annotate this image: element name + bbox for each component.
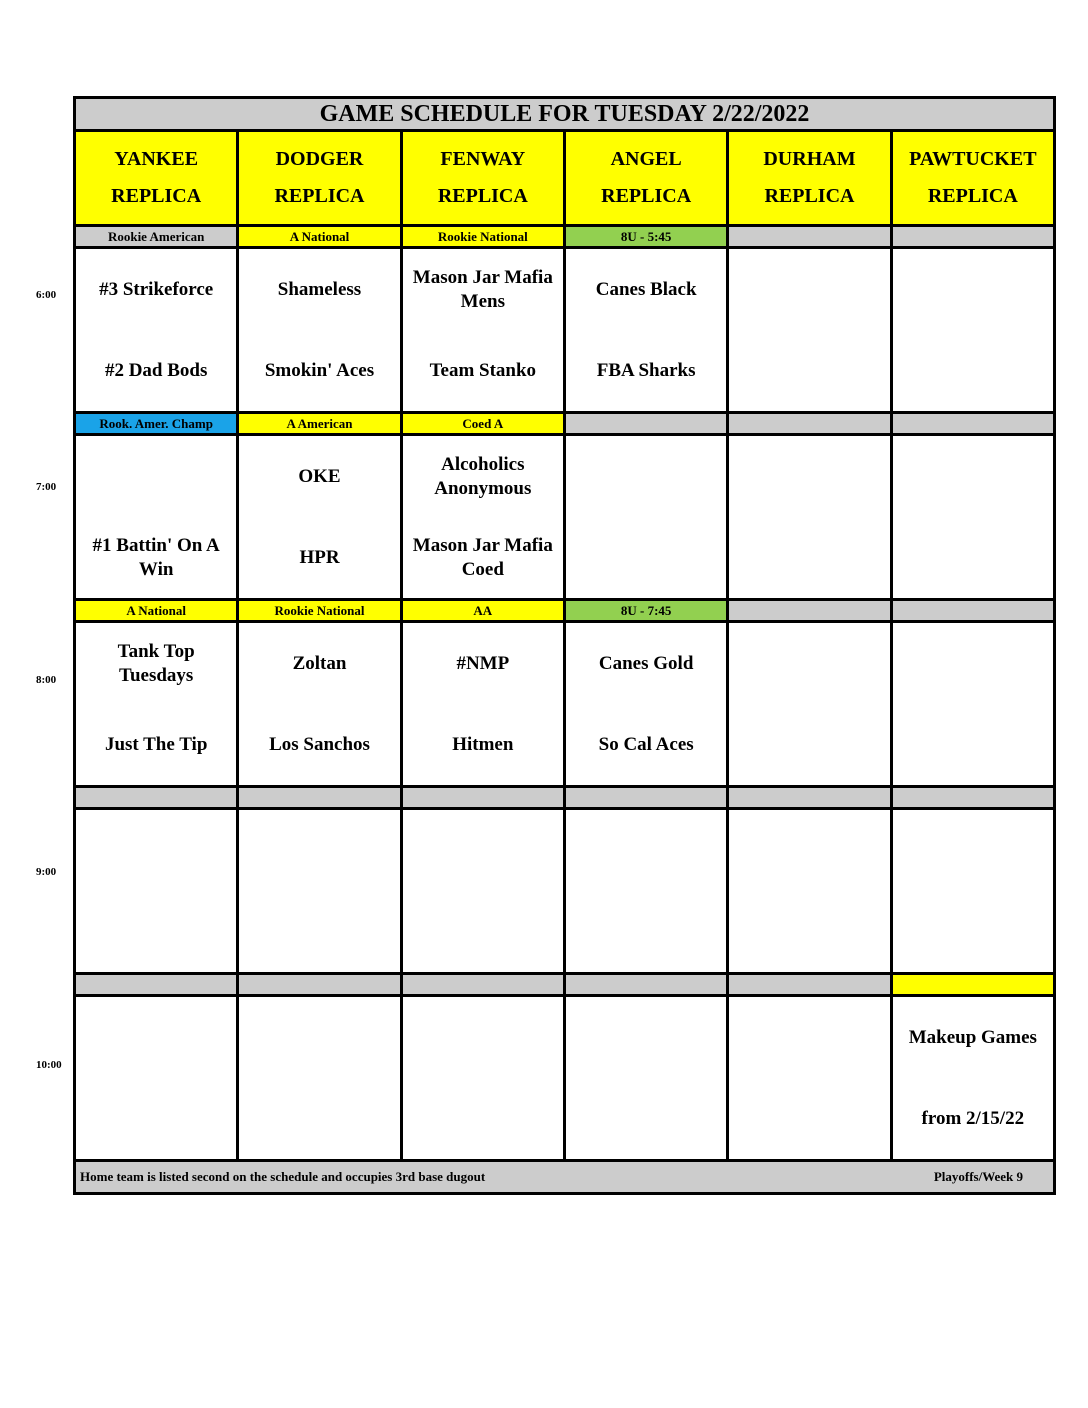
- home-team: FBA Sharks: [596, 359, 696, 381]
- division-label: Rookie National: [401, 226, 564, 248]
- division-label: [564, 974, 727, 996]
- division-label: Rookie National: [238, 600, 401, 622]
- field-sub: REPLICA: [927, 185, 1018, 207]
- game-row: [75, 809, 1055, 974]
- game-cell: [238, 435, 401, 600]
- division-label: 8U - 7:45: [564, 600, 727, 622]
- division-row: [75, 974, 1055, 996]
- division-label: [564, 787, 727, 809]
- game-cell: [891, 622, 1054, 787]
- field-header-row: [75, 131, 1055, 226]
- away-team: [76, 810, 236, 891]
- away-team: #NMP: [456, 652, 510, 674]
- division-label: A National: [238, 226, 401, 248]
- field-name: FENWAY: [440, 148, 526, 170]
- away-team: Tank Top Tuesdays: [117, 640, 195, 686]
- game-cell: [401, 996, 564, 1161]
- division-label: [728, 413, 891, 435]
- game-cell: [401, 248, 564, 413]
- away-team: [729, 249, 889, 330]
- away-team: Zoltan: [292, 652, 347, 674]
- home-team: [239, 891, 399, 972]
- home-team: HPR: [299, 546, 340, 568]
- home-team: [566, 891, 726, 972]
- away-team: [893, 249, 1053, 330]
- away-team: [566, 436, 726, 517]
- away-team: Canes Black: [595, 278, 697, 300]
- division-label: Rookie American: [75, 226, 238, 248]
- home-team: from 2/15/22: [921, 1107, 1025, 1129]
- game-row: [75, 248, 1055, 413]
- game-cell: [891, 248, 1054, 413]
- division-label: A American: [238, 413, 401, 435]
- division-label: [238, 787, 401, 809]
- time-label: 9:00: [36, 866, 57, 878]
- home-team: Team Stanko: [429, 359, 537, 381]
- home-team: [403, 891, 563, 972]
- game-cell: [728, 622, 891, 787]
- game-cell: [75, 248, 238, 413]
- division-label: [75, 974, 238, 996]
- away-team: [729, 436, 889, 517]
- home-team: [76, 891, 236, 972]
- home-team: Just The Tip: [104, 733, 208, 755]
- division-label: [401, 974, 564, 996]
- home-team: [76, 1078, 236, 1159]
- game-cell: [238, 996, 401, 1161]
- home-team: [729, 704, 889, 785]
- time-label: 8:00: [36, 674, 57, 686]
- game-row: [75, 996, 1055, 1161]
- division-label: [891, 974, 1054, 996]
- game-cell: [728, 809, 891, 974]
- away-team: [566, 810, 726, 891]
- home-team: [729, 330, 889, 411]
- field-name: PAWTUCKET: [909, 148, 1037, 170]
- field-sub: REPLICA: [274, 185, 365, 207]
- game-row: [75, 435, 1055, 600]
- division-label: 8U - 5:45: [564, 226, 727, 248]
- away-team: [729, 997, 889, 1078]
- game-cell: [891, 435, 1054, 600]
- game-cell: [401, 809, 564, 974]
- home-team: [893, 704, 1053, 785]
- footer-cell: [75, 1161, 1055, 1194]
- away-team: [76, 436, 236, 517]
- away-team: Makeup Games: [908, 1026, 1037, 1048]
- time-label: 6:00: [36, 289, 57, 301]
- game-cell: [75, 809, 238, 974]
- division-label: [401, 787, 564, 809]
- home-team: So Cal Aces: [598, 733, 694, 755]
- away-team: [893, 436, 1053, 517]
- away-team: [566, 997, 726, 1078]
- home-team: [893, 330, 1053, 411]
- home-team: Smokin' Aces: [264, 359, 375, 381]
- home-team: Mason Jar Mafia Coed: [412, 534, 553, 580]
- division-label: [891, 226, 1054, 248]
- division-label: AA: [401, 600, 564, 622]
- field-header-pawtucket: [891, 131, 1054, 226]
- division-label: [728, 974, 891, 996]
- game-cell: [401, 435, 564, 600]
- schedule-table: [73, 96, 1056, 1195]
- field-name: DODGER: [275, 148, 364, 170]
- away-team: [729, 623, 889, 704]
- division-label: [728, 787, 891, 809]
- home-team: [566, 1078, 726, 1159]
- home-team: [239, 1078, 399, 1159]
- time-label: 10:00: [36, 1059, 62, 1071]
- home-team: Hitmen: [452, 733, 514, 755]
- division-label: [728, 600, 891, 622]
- field-sub: REPLICA: [601, 185, 692, 207]
- game-cell: [238, 809, 401, 974]
- footer-note: Home team is listed second on the schedule and occupies 3rd base dugout: [80, 1169, 486, 1184]
- game-cell: [564, 622, 727, 787]
- home-team: [403, 1078, 563, 1159]
- game-cell: [564, 809, 727, 974]
- away-team: #3 Strikeforce: [99, 278, 214, 300]
- away-team: Shameless: [277, 278, 362, 300]
- game-cell: [564, 996, 727, 1161]
- division-label: [238, 974, 401, 996]
- game-row: [75, 622, 1055, 787]
- field-header-angel: [564, 131, 727, 226]
- game-cell: [238, 248, 401, 413]
- home-team: [729, 517, 889, 598]
- division-row: [75, 600, 1055, 622]
- game-cell: [728, 248, 891, 413]
- away-team: [239, 810, 399, 891]
- field-name: YANKEE: [114, 148, 199, 170]
- division-label: [728, 226, 891, 248]
- field-name: DURHAM: [763, 148, 856, 170]
- field-name: ANGEL: [610, 148, 682, 170]
- game-cell: [728, 996, 891, 1161]
- field-sub: REPLICA: [437, 185, 528, 207]
- game-cell: [238, 622, 401, 787]
- game-cell: [891, 809, 1054, 974]
- game-cell: [75, 622, 238, 787]
- away-team: Canes Gold: [598, 652, 694, 674]
- footer-row: [75, 1161, 1055, 1194]
- game-cell: [401, 622, 564, 787]
- home-team: [893, 891, 1053, 972]
- away-team: [239, 997, 399, 1078]
- division-label: [564, 413, 727, 435]
- division-label: [891, 787, 1054, 809]
- game-cell: [891, 996, 1054, 1161]
- home-team: [729, 1078, 889, 1159]
- game-cell: [564, 435, 727, 600]
- away-team: [403, 810, 563, 891]
- away-team: [76, 997, 236, 1078]
- footer-week: Playoffs/Week 9: [933, 1169, 1023, 1184]
- schedule-title: GAME SCHEDULE FOR TUESDAY 2/22/2022: [75, 98, 1055, 131]
- field-header-fenway: [401, 131, 564, 226]
- home-team: Los Sanchos: [269, 733, 370, 755]
- time-label: 7:00: [36, 481, 57, 493]
- away-team: [893, 623, 1053, 704]
- field-header-yankee: [75, 131, 238, 226]
- away-team: Mason Jar Mafia Mens: [412, 266, 553, 312]
- division-label: Coed A: [401, 413, 564, 435]
- home-team: [566, 517, 726, 598]
- field-sub: REPLICA: [764, 185, 855, 207]
- division-row: [75, 787, 1055, 809]
- division-label: [75, 787, 238, 809]
- game-cell: [75, 996, 238, 1161]
- home-team: #1 Battin' On A Win: [92, 534, 220, 580]
- field-header-dodger: [238, 131, 401, 226]
- away-team: OKE: [298, 465, 341, 487]
- field-header-durham: [728, 131, 891, 226]
- division-label: [891, 413, 1054, 435]
- division-row: [75, 413, 1055, 435]
- division-label: A National: [75, 600, 238, 622]
- away-team: Alcoholics Anonymous: [434, 453, 532, 499]
- division-label: Rook. Amer. Champ: [75, 413, 238, 435]
- away-team: [403, 997, 563, 1078]
- away-team: [893, 810, 1053, 891]
- home-team: [729, 891, 889, 972]
- game-cell: [564, 248, 727, 413]
- game-cell: [728, 435, 891, 600]
- field-sub: REPLICA: [111, 185, 202, 207]
- home-team: #2 Dad Bods: [104, 359, 208, 381]
- home-team: [893, 517, 1053, 598]
- away-team: [729, 810, 889, 891]
- division-row: [75, 226, 1055, 248]
- division-label: [891, 600, 1054, 622]
- game-cell: [75, 435, 238, 600]
